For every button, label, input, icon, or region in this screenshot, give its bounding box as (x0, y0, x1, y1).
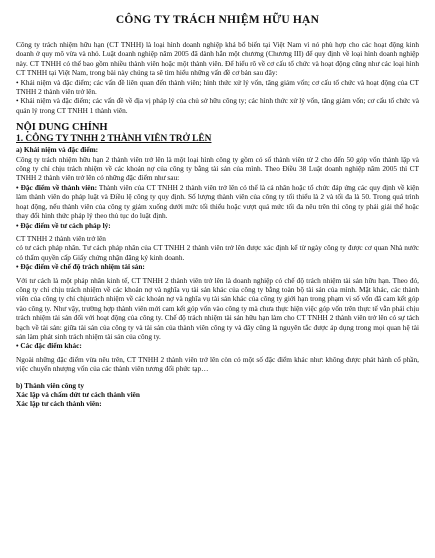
legal-label: • Đặc điểm về tư cách pháp lý: (16, 220, 111, 230)
member-paragraph (16, 183, 419, 221)
member-label: • Đặc điểm về thành viên: (16, 182, 97, 192)
b-heading: b) Thành viên công ty (16, 380, 84, 390)
other-paragraph: Ngoài những đặc điểm vừa nêu trên, CT TNHH 2 thành viên trở lên còn có một số đặc điểm khác như: không được phát hành cổ phần, việc chuyển nhượng vốn của các thành viên tương đối phức tạp… (16, 354, 419, 374)
other-label: • Các đặc điểm khác: (16, 341, 82, 351)
subsection-title: 1. CÔNG TY TNHH 2 THÀNH VIÊN TRỞ LÊN (16, 134, 212, 145)
a-heading: a) Khái niệm và đặc điểm: (16, 145, 99, 155)
document-title: CÔNG TY TRÁCH NHIỆM HỮU HẠN (115, 14, 320, 26)
intro-paragraph: Công ty trách nhiệm hữu hạn (CT TNHH) là loại hình doanh nghiệp khá bổ biến tại Việt Nam vì nó phù hợp cho các hoạt động kinh doanh ở quy mô vừa và nhỏ. Luật doanh nghiệp năm 2005 đã dành hẳn một chương (Chương III) để quy định về loại hình doanh nghiệp này. CT TNHH có thể bao gồm nhiều thành viên hoặc một thành viên. Để hiểu rõ về cơ cấu tổ chức và hoạt động cũng như các loại hình CT TNHH tại Việt Nam, trong bài này chúng ta sẽ tìm hiểu những vấn đề cơ bản sau đây: (16, 40, 419, 78)
intro-bullet-1: • Khái niệm và đặc điểm; các vấn đề liên quan đến thành viên; hình thức xử lý vốn, tăng giảm vốn; cơ cấu tổ chức và hoạt động của CT TNHH 2 thành viên trở lên. (16, 77, 419, 97)
liability-label: • Đặc điểm về chế độ trách nhiệm tài sản: (16, 262, 145, 272)
b-subheading-2: Xác lập tư cách thành viên: (16, 399, 102, 409)
legal-paragraph: có tư cách pháp nhân. Tư cách pháp nhân của CT TNHH 2 thành viên trở lên được xác định kể từ ngày công ty được cơ quan Nhà nước có thẩm quyền cấp Giấy chứng nhận đăng ký kinh doanh. (16, 243, 419, 262)
a-paragraph: Công ty trách nhiệm hữu hạn 2 thành viên trở lên là một loại hình công ty gồm có số thành viên từ 2 cho đến 50 góp vốn thành lập và công ty chỉ chịu trách nhiệm về các khoản nợ của công ty bằng tài sản của mình. Theo Điều 38 Luật doanh nghiệp năm 2005 thì CT TNHH 2 thành viên trở lên có những đặc điểm như sau: (16, 154, 419, 183)
liability-paragraph: Với tư cách là một pháp nhân kinh tế, CT TNHH 2 thành viên trở lên là doanh nghiệp có chế độ trách nhiệm tài sản hữu hạn. Theo đó, công ty chỉ chịu trách nhiệm về các khoản nợ và nghĩa vụ tài sản khác của công ty bằng toàn bộ tài sản của mình. Mặt khác, các thành viên của công ty chỉ chịutrách nhiệm về các khoản nợ và nghĩa vụ tài sản khác của công ty giới hạn trong phạm vi số vốn đã cam kết góp vào công ty. Như vậy, trường hợp thành viên mới cam kết góp vốn vào công ty mà chưa thực hiện việc góp vốn trên thực tế vẫn phải chịu trách nhiệm tài sản đối với hoạt động của công ty. Chế độ trách nhiệm tài sản hữu hạn làm cho CT TNHH 2 thành viên trở lên có sự tách bạch về tài sản: giữa tài sản của công ty và tài sản của thành viên công ty và đây cũng là nguyên tắc được áp dụng trong mọi quan hệ tài sản làm phát sinh trách nhiệm tài sản của công ty. (16, 275, 419, 341)
legal-line-1: CT TNHH 2 thành viên trở lên (16, 233, 106, 243)
member-text: Thành viên của CT TNHH 2 thành viên trở lên có thể là cá nhân hoặc tổ chức đáp ứng các quy định về kiện làm thành viên do pháp luật và Điều lệ công ty quy định. Số lượng thành viên của công ty tối thiểu là 2 và tối đa là 50. Trong quá trình hoạt động, nếu thành viên của công ty giảm xuống dưới mức tối thiểu hoặc vượt quá mức tối đa nêu trên thì công ty phải giải thể hoặc thay đổi hình thức pháp lý theo thủ tục do luật định. (16, 182, 419, 221)
section-title: NỘI DUNG CHÍNH (16, 122, 108, 134)
b-subheading-1: Xác lập và chấm dứt tư cách thành viên (16, 390, 140, 399)
intro-bullet-2: • Khái niệm và đặc điểm; các vấn đề về địa vị pháp lý của chủ sở hữu công ty; các hình thức xử lý vốn, tăng giảm vốn; cơ cấu tổ chức và quản lý trong CT TNHH 1 thành viên. (16, 96, 419, 115)
